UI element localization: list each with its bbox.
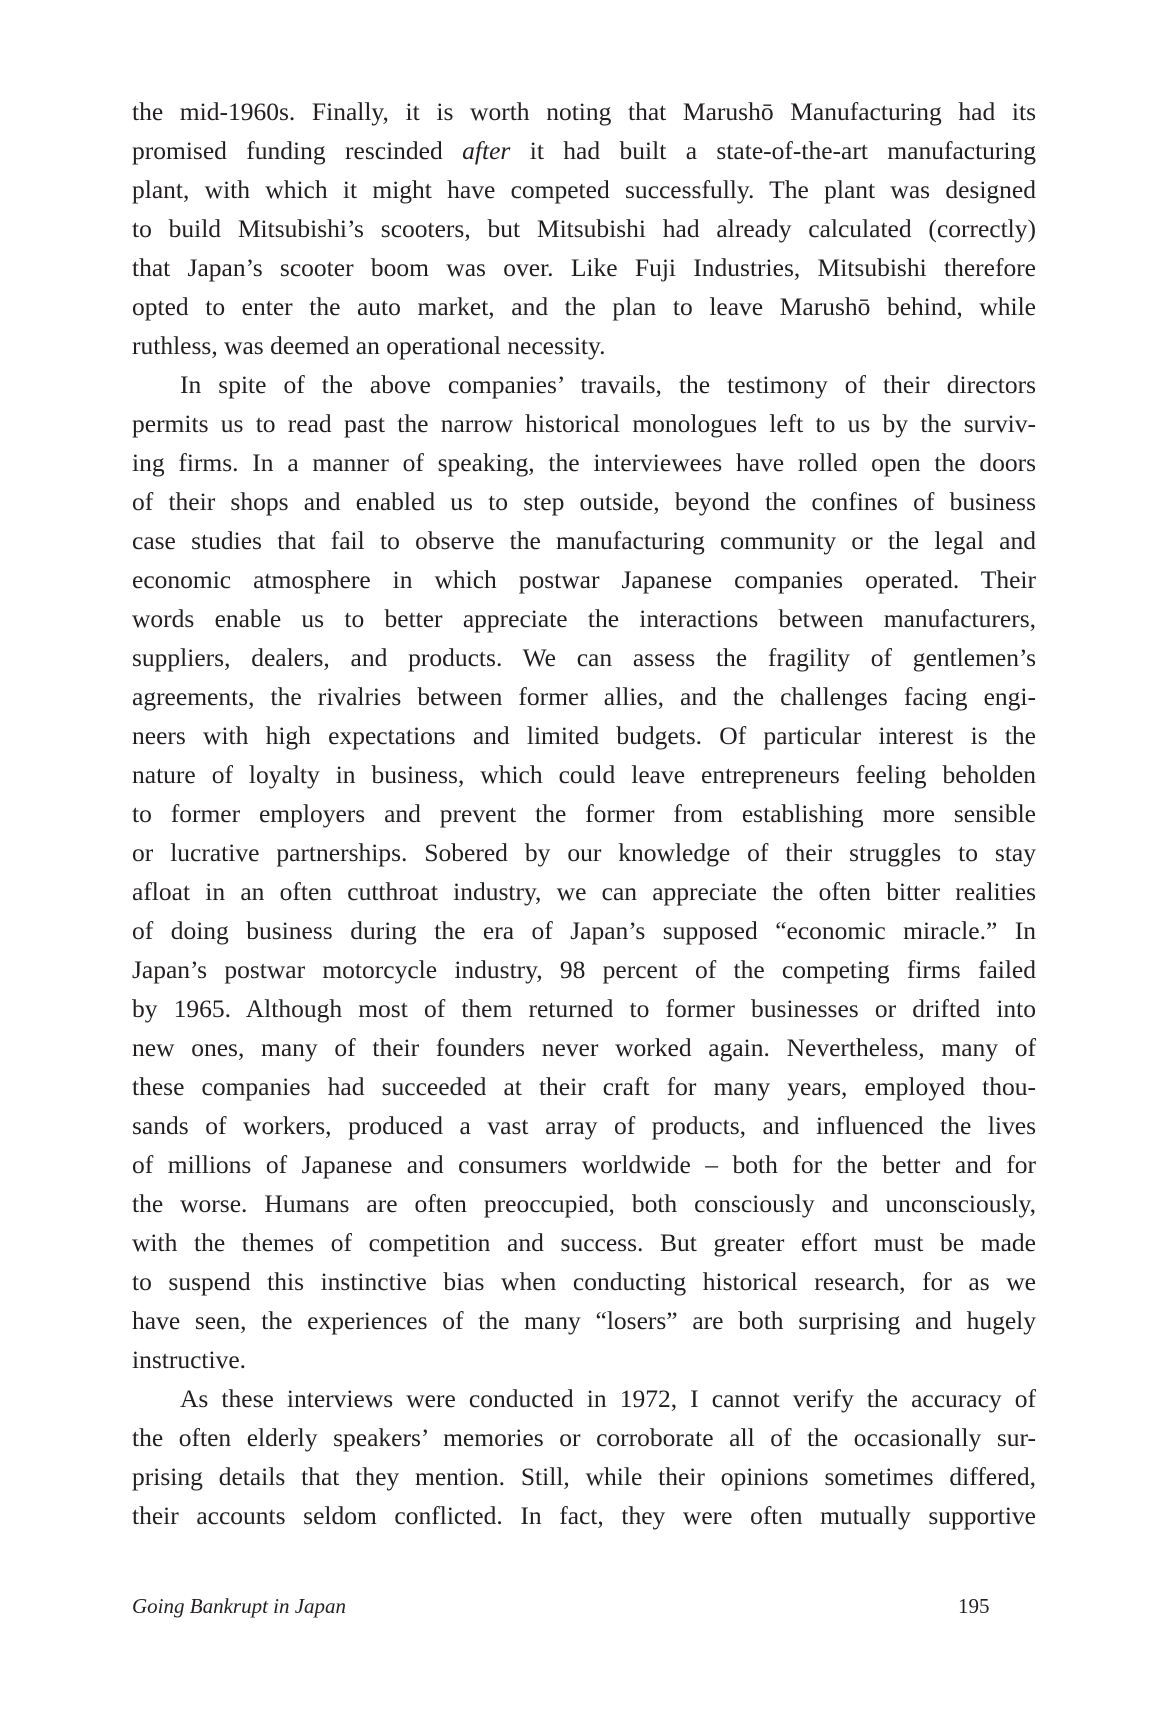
text-line: nature of loyalty in business, which could leave entrepreneurs feeling beholden xyxy=(132,760,1036,789)
page-footer xyxy=(132,1594,1036,1624)
text-line: or lucrative partnerships. Sobered by our knowledge of their struggles to stay xyxy=(132,838,1036,867)
text-line: these companies had succeeded at their craft for many years, employed thou- xyxy=(132,1072,1036,1101)
text-line: to suspend this instinctive bias when conducting historical research, for as we xyxy=(132,1267,1036,1296)
text-line: agreements, the rivalries between former allies, and the challenges facing engi- xyxy=(132,682,1036,711)
text-line xyxy=(132,131,1036,170)
text-line: of millions of Japanese and consumers worldwide – both for the better and for xyxy=(132,1150,1036,1179)
paragraph-2 xyxy=(132,365,1036,1379)
text-line: that Japan’s scooter boom was over. Like Fuji Industries, Mitsubishi therefore xyxy=(132,253,1036,282)
text-line: the worse. Humans are often preoccupied, both consciously and unconsciously, xyxy=(132,1189,1036,1218)
text-line: suppliers, dealers, and products. We can assess the fragility of gentlemen’s xyxy=(132,643,1036,672)
text-line: Japan’s postwar motorcycle industry, 98 percent of the competing firms failed xyxy=(132,955,1036,984)
text-line: the often elderly speakers’ memories or corroborate all of the occasionally sur- xyxy=(132,1423,1036,1452)
text-line: their accounts seldom conflicted. In fact, they were often mutually supportive xyxy=(132,1501,1036,1530)
text-run: it had built a state-of-the-art manufacturing xyxy=(510,136,1037,165)
text-line: prising details that they mention. Still, while their opinions sometimes differed, xyxy=(132,1462,1036,1491)
text-line: ruthless, was deemed an operational necessity. xyxy=(132,331,606,360)
emphasized-word: after xyxy=(462,136,511,165)
text-line: plant, with which it might have competed successfully. The plant was designed xyxy=(132,175,1036,204)
text-line: ing firms. In a manner of speaking, the interviewees have rolled open the doors xyxy=(132,448,1036,477)
text-line: opted to enter the auto market, and the plan to leave Marushō behind, while xyxy=(132,292,1036,321)
running-title: Going Bankrupt in Japan xyxy=(132,1594,347,1618)
text-line: In spite of the above companies’ travails, the testimony of their directors xyxy=(180,370,1036,399)
text-line: permits us to read past the narrow historical monologues left to us by the surviv- xyxy=(132,409,1036,438)
text-line: of doing business during the era of Japan’s supposed “economic miracle.” In xyxy=(132,916,1036,945)
text-line: of their shops and enabled us to step outside, beyond the confines of business xyxy=(132,487,1036,516)
text-line: have seen, the experiences of the many “losers” are both surprising and hugely xyxy=(132,1306,1036,1335)
text-line: instructive. xyxy=(132,1345,247,1374)
text-line: to build Mitsubishi’s scooters, but Mitsubishi had already calculated (correctly) xyxy=(132,214,1036,243)
page-number: 195 xyxy=(958,1594,990,1618)
text-line: case studies that fail to observe the manufacturing community or the legal and xyxy=(132,526,1036,555)
text-line: economic atmosphere in which postwar Japanese companies operated. Their xyxy=(132,565,1036,594)
text-line: words enable us to better appreciate the interactions between manufacturers, xyxy=(132,604,1036,633)
text-line: neers with high expectations and limited budgets. Of particular interest is the xyxy=(132,721,1036,750)
text-run: promised funding rescinded xyxy=(132,136,463,165)
text-line: to former employers and prevent the former from establishing more sensible xyxy=(132,799,1036,828)
text-line: As these interviews were conducted in 1972, I cannot verify the accuracy of xyxy=(180,1384,1036,1413)
paragraph-1 xyxy=(132,92,1036,365)
text-line: with the themes of competition and success. But greater effort must be made xyxy=(132,1228,1036,1257)
text-line: afloat in an often cutthroat industry, we can appreciate the often bitter realities xyxy=(132,877,1036,906)
body-text xyxy=(132,92,1036,1535)
text-line: the mid-1960s. Finally, it is worth noting that Marushō Manufacturing had its xyxy=(132,97,1036,126)
text-line: sands of workers, produced a vast array of products, and influenced the lives xyxy=(132,1111,1036,1140)
paragraph-3 xyxy=(132,1379,1036,1535)
text-line: new ones, many of their founders never worked again. Nevertheless, many of xyxy=(132,1033,1036,1062)
text-line: by 1965. Although most of them returned to former businesses or drifted into xyxy=(132,994,1036,1023)
